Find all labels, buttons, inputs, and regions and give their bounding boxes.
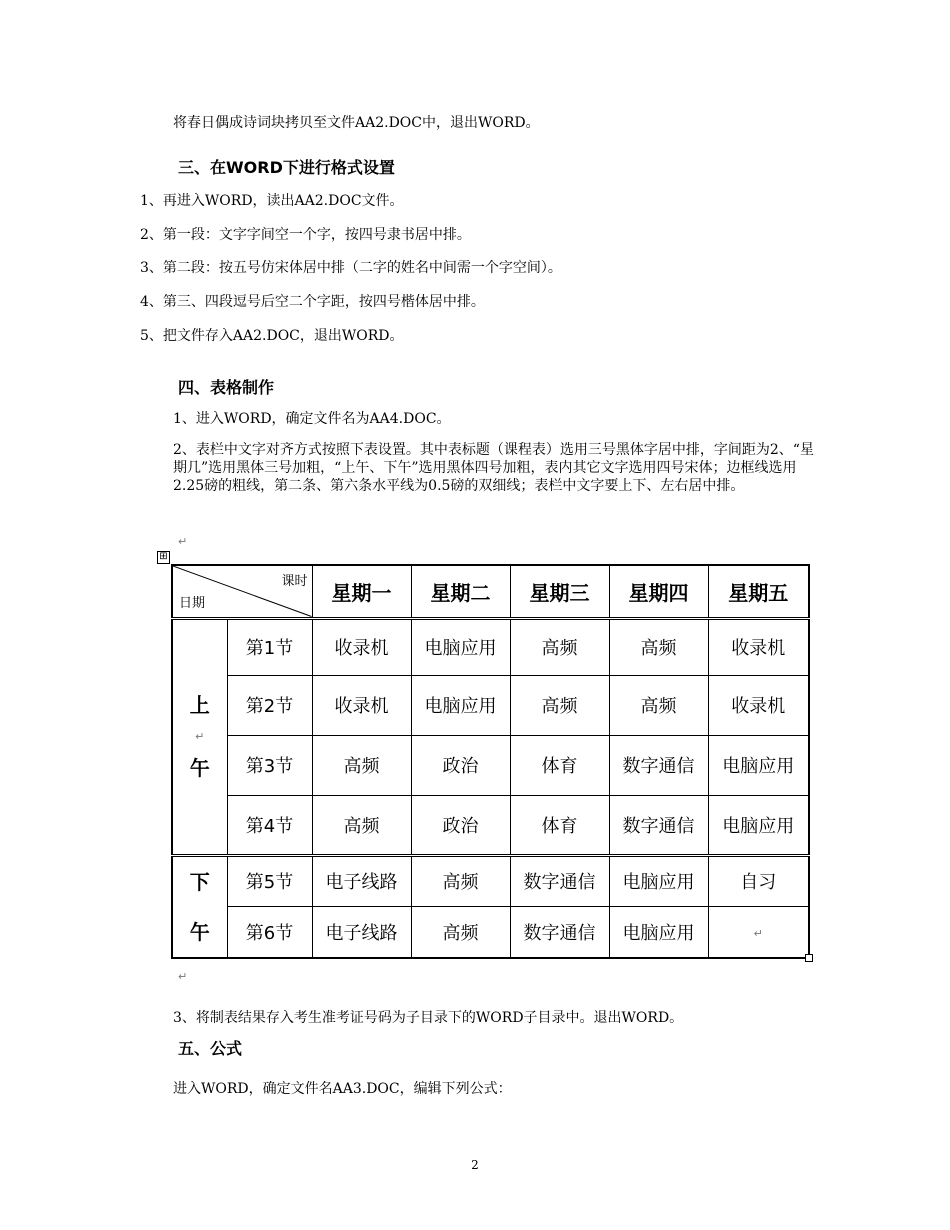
paragraph-mark-icon: ↵ [178, 535, 188, 548]
course-cell: 高频 [312, 735, 411, 795]
corner-day-label: 日期 [179, 595, 206, 611]
section3-item-1: 1、再进入WORD，读出AA2.DOC文件。 [140, 193, 404, 209]
page-number: 2 [471, 1158, 479, 1172]
period-label: 第4节 [227, 795, 312, 855]
course-cell: 电脑应用 [708, 735, 809, 795]
course-cell: 数字通信 [510, 906, 609, 957]
course-cell: 政治 [411, 795, 510, 855]
course-cell: 收录机 [312, 675, 411, 735]
course-cell: 自习 [708, 855, 809, 906]
course-cell: 高频 [411, 855, 510, 906]
section5-heading: 五、公式 [178, 1039, 243, 1058]
course-cell: 高频 [312, 795, 411, 855]
course-cell: 数字通信 [609, 795, 708, 855]
morning-label [172, 618, 227, 855]
section5-text: 进入WORD，确定文件名AA3.DOC，编辑下列公式： [173, 1081, 512, 1097]
period-label: 第5节 [227, 855, 312, 906]
timetable-corner [172, 565, 312, 618]
course-cell-empty [708, 906, 809, 957]
course-cell: 高频 [411, 906, 510, 957]
course-cell: 电子线路 [312, 906, 411, 957]
course-cell: 体育 [510, 735, 609, 795]
day-header: 星期二 [411, 565, 510, 618]
section3-item-4: 4、第三、四段逗号后空二个字距，按四号楷体居中排。 [140, 294, 485, 310]
course-cell: 高频 [609, 618, 708, 675]
section3-item-3: 3、第二段：按五号仿宋体居中排（二字的姓名中间需一个字空间）。 [140, 260, 562, 276]
table-row [172, 735, 809, 795]
section4-heading: 四、表格制作 [178, 378, 275, 397]
course-cell: 高频 [510, 618, 609, 675]
course-cell: 数字通信 [609, 735, 708, 795]
course-cell: 电脑应用 [411, 675, 510, 735]
section3-item-2: 2、第一段：文字字间空一个字，按四号隶书居中排。 [140, 227, 471, 243]
course-cell: 电脑应用 [411, 618, 510, 675]
corner-period-label: 课时 [281, 574, 308, 589]
table-row [172, 855, 809, 906]
day-header: 星期四 [609, 565, 708, 618]
course-cell: 电脑应用 [708, 795, 809, 855]
table-row [172, 795, 809, 855]
course-cell: 政治 [411, 735, 510, 795]
course-cell: 收录机 [708, 675, 809, 735]
table-row [172, 906, 809, 957]
day-header: 星期一 [312, 565, 411, 618]
period-label: 第1节 [227, 618, 312, 675]
period-label: 第2节 [227, 675, 312, 735]
table-row [172, 618, 809, 675]
course-cell: 电子线路 [312, 855, 411, 906]
paragraph-mark-icon: ↵ [195, 730, 205, 743]
afternoon-label [172, 855, 227, 958]
section3-item-5: 5、把文件存入AA2.DOC，退出WORD。 [140, 328, 404, 344]
day-header: 星期三 [510, 565, 609, 618]
paragraph-mark-icon: ↵ [178, 970, 188, 983]
table-move-handle-icon[interactable]: ⊞ [157, 551, 170, 564]
course-cell: 电脑应用 [609, 906, 708, 957]
section3-heading: 三、在WORD下进行格式设置 [178, 158, 395, 177]
period-label: 第3节 [227, 735, 312, 795]
course-cell: 高频 [510, 675, 609, 735]
morning-char-1: 上 [189, 693, 210, 717]
intro-line: 将春日偶成诗词块拷贝至文件AA2.DOC中，退出WORD。 [173, 115, 540, 131]
section4-item-1: 1、进入WORD，确定文件名为AA4.DOC。 [173, 411, 451, 427]
morning-char-2: 午 [189, 756, 210, 780]
course-cell: 体育 [510, 795, 609, 855]
table-row [172, 675, 809, 735]
course-cell: 收录机 [312, 618, 411, 675]
period-label: 第6节 [227, 906, 312, 957]
timetable [171, 564, 810, 959]
course-cell: 数字通信 [510, 855, 609, 906]
paragraph-mark-icon: ↵ [753, 927, 763, 941]
course-cell: 电脑应用 [609, 855, 708, 906]
section4-item-2: 2、表栏中文字对齐方式按照下表设置。其中表标题（课程表）选用三号黑体字居中排，字间距为2、“星期几”选用黑体三号加粗，“上午、下午”选用黑体四号加粗，表内其它文字选用四号宋体；边框线选用2.25磅的粗线，第二条、第六条水平线为0.5磅的双细线；表栏中文字要上下、左右居中排。 [173, 442, 814, 494]
afternoon-char-1: 下 [189, 869, 210, 894]
course-cell: 收录机 [708, 618, 809, 675]
table-resize-handle[interactable] [805, 954, 813, 962]
afternoon-char-2: 午 [189, 919, 210, 944]
day-header: 星期五 [708, 565, 809, 618]
section4-item-3: 3、将制表结果存入考生准考证号码为子目录下的WORD子目录中。退出WORD。 [173, 1010, 684, 1026]
course-cell: 高频 [609, 675, 708, 735]
